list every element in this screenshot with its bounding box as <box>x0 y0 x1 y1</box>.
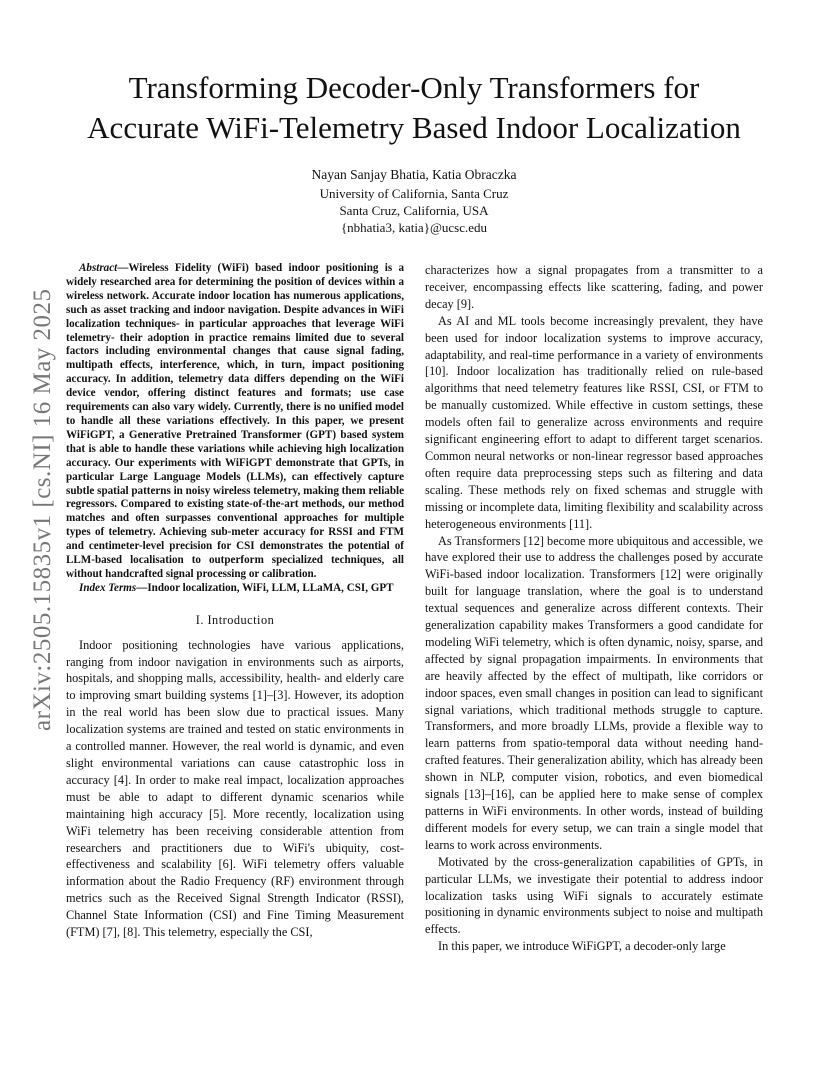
paragraph: As AI and ML tools become increasingly prevalent, they have been used for indoor localization systems to improve accuracy, adaptability, and real-time performance in a variety of environments [10]. Indoor localization has traditionally relied on rule-based algorithms that need telemetry features like RSSI, CSI, or FTM to be manually customized. While effective in custom settings, these models often fail to generalize across environments and require significant engineering effort to adapt to different target scenarios. Common neural networks or non-linear regressor based approaches often require data preprocessing steps such as filtering and data scaling. These methods rely on fixed schemas and struggle with missing or incomplete data, limiting flexibility and scalability across heterogeneous environments [11]. <box>425 313 763 531</box>
paragraph: characterizes how a signal propagates from a transmitter to a receiver, encompassing effects like scattering, fading, and power decay [9]. <box>425 263 763 311</box>
title-line-1: Transforming Decoder-Only Transformers for <box>128 70 700 105</box>
title-line-2: Accurate WiFi-Telemetry Based Indoor Localization <box>87 110 741 145</box>
index-terms-text: —Indoor localization, WiFi, LLM, LLaMA, CSI, GPT <box>136 581 394 594</box>
paragraph: As Transformers [12] become more ubiquitous and accessible, we have explored their use to address the challenges posed by accurate WiFi-based indoor localization. Transformers [12] were originally built for language translation, where the goal is to understand textual sequences and generalize across different contexts. Their generalization capability makes Transformers a good candidate for modeling WiFi telemetry, which is often dynamic, noisy, sparse, and affected by signal propagation impairments. In environments that are heavily affected by the effect of multipath, like corridors or indoor spaces, even small changes in position can lead to significant signal variations, which traditional methods struggle to capture. Transformers, and more broadly LLMs, provide a flexible way to learn patterns from spatio-temporal data without needing hand-crafted features. Their generalization ability, which has already been shown in NLP, computer vision, robotics, and even biomedical signals [13]–[16], can be applied here to make sense of complex patterns in WiFi environments. In other words, instead of building different models for every setup, we can train a single model that learns to work across environments. <box>425 533 763 852</box>
email[interactable]: {nbhatia3, katia}@ucsc.edu <box>340 220 488 235</box>
paper-title <box>60 68 768 148</box>
paragraph: In this paper, we introduce WiFiGPT, a decoder-only large <box>438 939 726 954</box>
index-terms-label: Index Terms <box>79 581 137 594</box>
arxiv-identifier: arXiv:2505.15835v1 [cs.NI] 16 May 2025 <box>29 288 56 732</box>
abstract-text: —Wireless Fidelity (WiFi) based indoor positioning is a widely researched area for determining the position of devices within a wireless network. Accurate indoor location has numerous applications, such as asset tracking and indoor navigation. Despite advances in WiFi localization techniques- in particular approaches that leverage WiFi telemetry- their adoption in practice remains limited due to several factors including environmental changes that cause signal fading, multipath effects, interference, which, in turn, impact positioning accuracy. In addition, telemetry data differs depending on the WiFi device vendor, offering distinct features and formats; use case requirements can also vary widely. Currently, there is no unified model to handle all these variations effectively. In this paper, we present WiFiGPT, a Generative Pretrained Transformer (GPT) based system that is able to handle these variations while achieving high localization accuracy. Our experiments with WiFiGPT demonstrate that GPTs, in particular Large Language Models (LLMs), can effectively capture subtle spatial patterns in noisy wireless telemetry, making them reliable regressors. Compared to existing state-of-the-art methods, our method matches and often surpasses conventional approaches for multiple types of telemetry. Achieving sub-meter accuracy for RSSI and FTM and centimeter-level precision for CSI demonstrates the potential of LLM-based localisation to outperform specialized techniques, all without handcrafted signal processing or calibration. <box>66 262 404 580</box>
abstract-label: Abstract <box>79 262 118 274</box>
index-terms <box>66 582 404 596</box>
paragraph: Motivated by the cross-generalization capabilities of GPTs, in particular LLMs, we investigate their potential to address indoor localization tasks using WiFi signals to accurately estimate positioning in dynamic environments subject to noise and multipath effects. <box>425 854 763 937</box>
affiliation: University of California, Santa Cruz <box>319 186 509 201</box>
left-column <box>66 262 404 941</box>
section-heading-introduction: I. Introduction <box>195 612 275 627</box>
intro-paragraph: Indoor positioning technologies have various applications, ranging from indoor navigation in environments such as airports, hospitals, and shopping malls, accessibility, health- and elderly care to improving smart building systems [1]–[3]. However, its adoption in the real world has been slow due to practical issues. Many localization systems are trained and tested on static environments in a controlled manner. However, the real world is dynamic, and even slight environmental variations can cause catastrophic loss in accuracy [4]. In order to make real impact, localization approaches must be able to adapt to different dynamic scenarios while maintaining high accuracy [5]. More recently, localization using WiFi telemetry has been receiving considerable attention from researchers and practitioners due to WiFi's ubiquity, cost-effectiveness and scalability [6]. WiFi telemetry offers valuable information about the Radio Frequency (RF) environment through metrics such as the Received Signal Strength Indicator (RSSI), Channel State Information (CSI) and Fine Timing Measurement (FTM) [7], [8]. This telemetry, especially the CSI, <box>66 637 404 940</box>
right-column <box>425 262 763 955</box>
author-block <box>200 165 628 236</box>
author-names: Nayan Sanjay Bhatia, Katia Obraczka <box>311 167 517 182</box>
abstract <box>66 262 404 582</box>
location: Santa Cruz, California, USA <box>339 203 489 218</box>
